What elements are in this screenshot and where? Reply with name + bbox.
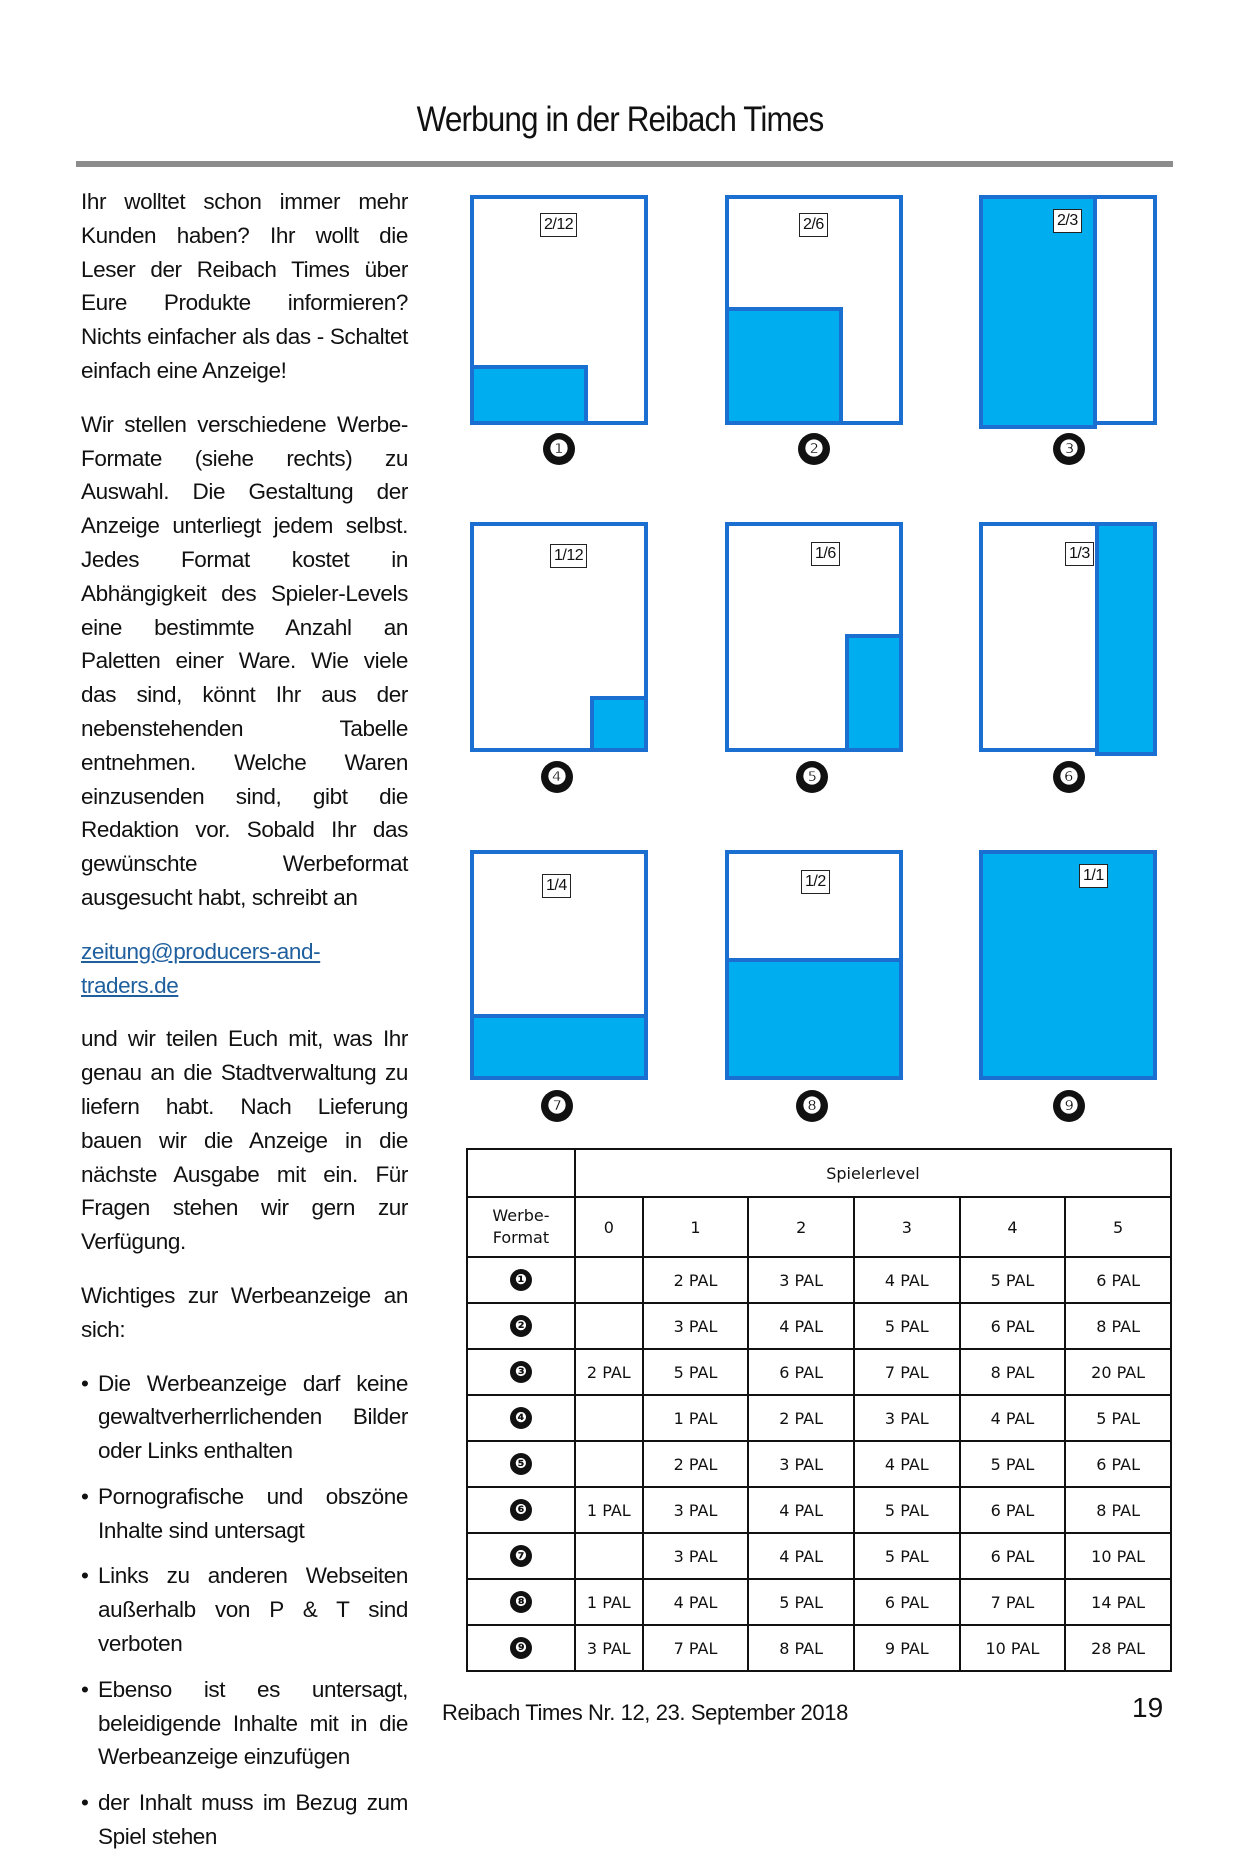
format-number: ❻	[1053, 761, 1085, 793]
price-cell: 3 PAL	[854, 1395, 960, 1441]
format-number: ❸	[510, 1361, 532, 1383]
price-cell: 20 PAL	[1065, 1349, 1171, 1395]
price-cell: 8 PAL	[1065, 1303, 1171, 1349]
rule-item: • Ebenso ist es untersagt, beleidigende Inhalte mit in die Werbeanzeige einzufügen	[81, 1673, 408, 1774]
price-cell: 4 PAL	[854, 1257, 960, 1303]
level-header: 0	[575, 1197, 643, 1257]
format-number: ❾	[510, 1637, 532, 1659]
format-number: ❻	[510, 1499, 532, 1521]
price-cell: 9 PAL	[854, 1625, 960, 1671]
format-panel-8	[725, 850, 903, 1080]
format-panel-9	[979, 850, 1157, 1080]
rule-item: • Die Werbeanzeige darf keine gewaltverherrlichenden Bilder oder Links enthalten	[81, 1367, 408, 1468]
ad-area	[470, 365, 588, 425]
price-cell: 2 PAL	[748, 1395, 854, 1441]
format-number: ❺	[796, 761, 828, 793]
format-label: 2/3	[1053, 209, 1082, 233]
price-cell: 5 PAL	[1065, 1395, 1171, 1441]
level-header: 4	[960, 1197, 1066, 1257]
format-column-header: Werbe-Format	[467, 1197, 575, 1257]
price-cell: 10 PAL	[1065, 1533, 1171, 1579]
price-cell: 6 PAL	[1065, 1257, 1171, 1303]
format-panel-4	[470, 522, 648, 752]
price-cell: 8 PAL	[960, 1349, 1066, 1395]
ad-area	[845, 634, 903, 752]
table-row	[467, 1579, 1171, 1625]
price-cell: 5 PAL	[748, 1579, 854, 1625]
price-cell: 5 PAL	[854, 1487, 960, 1533]
table-row	[467, 1303, 1171, 1349]
table-row	[467, 1349, 1171, 1395]
price-cell: 6 PAL	[960, 1303, 1066, 1349]
level-header: 3	[854, 1197, 960, 1257]
price-cell: 6 PAL	[960, 1533, 1066, 1579]
rules-heading: Wichtiges zur Werbeanzeige an sich:	[81, 1282, 408, 1342]
format-label: 1/6	[811, 542, 840, 566]
rules-list	[81, 1367, 408, 1854]
intro-column	[81, 185, 408, 1866]
price-cell: 8 PAL	[1065, 1487, 1171, 1533]
price-cell: 6 PAL	[1065, 1441, 1171, 1487]
ad-area	[1095, 522, 1157, 756]
price-cell: 5 PAL	[643, 1349, 749, 1395]
issue-footer: Reibach Times Nr. 12, 23. September 2018	[442, 1700, 848, 1725]
price-cell	[575, 1533, 643, 1579]
format-panel-6	[979, 522, 1157, 752]
price-cell: 14 PAL	[1065, 1579, 1171, 1625]
price-cell: 10 PAL	[960, 1625, 1066, 1671]
price-cell: 6 PAL	[854, 1579, 960, 1625]
price-cell: 3 PAL	[748, 1441, 854, 1487]
price-cell: 4 PAL	[748, 1303, 854, 1349]
format-panel-7	[470, 850, 648, 1080]
format-number: ❸	[1053, 433, 1085, 465]
price-cell: 5 PAL	[960, 1441, 1066, 1487]
price-cell: 3 PAL	[643, 1487, 749, 1533]
price-cell: 7 PAL	[643, 1625, 749, 1671]
table-row	[467, 1441, 1171, 1487]
format-panel-5	[725, 522, 903, 752]
intro-paragraph-3: und wir teilen Euch mit, was Ihr genau an die Stadtverwaltung zu liefern habt. Nach Lieferung bauen wir die Anzeige in die nächste Ausgabe mit ein. Für Fragen stehen wir gern zur Verfügung.	[81, 1026, 408, 1255]
format-number: ❶	[510, 1269, 532, 1291]
format-label: 2/12	[540, 213, 577, 237]
ad-area	[470, 1014, 648, 1080]
price-cell: 2 PAL	[643, 1441, 749, 1487]
price-cell: 6 PAL	[960, 1487, 1066, 1533]
price-cell: 3 PAL	[643, 1533, 749, 1579]
title-rule	[76, 161, 1173, 167]
price-cell	[575, 1441, 643, 1487]
format-number: ❼	[541, 1090, 573, 1122]
rule-item: • Pornografische und obszöne Inhalte sind untersagt	[81, 1480, 408, 1548]
price-table	[466, 1148, 1172, 1672]
price-cell: 4 PAL	[748, 1487, 854, 1533]
price-cell	[575, 1303, 643, 1349]
intro-paragraph-2: Wir stellen verschiedene Werbe-Formate (siehe rechts) zu Auswahl. Die Gestaltung der Anzeige unterliegt jedem selbst. Jedes Format kostet in Abhängigkeit des Spieler-Levels eine bestimmte Anzahl an Paletten einer Ware. Wie viele das sind, könnt Ihr aus der nebenstehenden Tabelle entnehmen. Welche Waren einzusenden sind, gibt die Redaktion vor. Sobald Ihr das gewünschte Werbeformat ausgesucht habt, schreibt an	[81, 411, 408, 910]
format-label: 1/2	[801, 870, 830, 894]
format-number: ❾	[1053, 1090, 1085, 1122]
price-cell: 4 PAL	[854, 1441, 960, 1487]
level-group-header: Spielerlevel	[575, 1149, 1171, 1197]
price-cell: 28 PAL	[1065, 1625, 1171, 1671]
rule-item: • der Inhalt muss im Bezug zum Spiel stehen	[81, 1786, 408, 1854]
format-number: ❹	[541, 761, 573, 793]
format-number: ❼	[510, 1545, 532, 1567]
email-link[interactable]: zeitung@producers-and-traders.de	[81, 938, 321, 998]
format-label: 1/1	[1079, 864, 1108, 888]
intro-paragraph-1: Ihr wolltet schon immer mehr Kunden haben? Ihr wollt die Leser der Reibach Times über Eure Produkte informieren? Nichts einfacher als das - Schaltet einfach eine Anzeige!	[81, 189, 408, 383]
ad-area	[725, 307, 843, 425]
empty-corner-cell	[467, 1149, 575, 1197]
price-cell: 2 PAL	[575, 1349, 643, 1395]
format-panel-1	[470, 195, 648, 425]
ad-area	[725, 958, 903, 1080]
price-cell: 4 PAL	[960, 1395, 1066, 1441]
format-number: ❽	[510, 1591, 532, 1613]
price-cell	[575, 1257, 643, 1303]
format-number: ❽	[796, 1090, 828, 1122]
rule-item: • Links zu anderen Webseiten außerhalb von P & T sind verboten	[81, 1559, 408, 1660]
price-cell: 5 PAL	[854, 1303, 960, 1349]
level-header: 1	[643, 1197, 749, 1257]
price-cell	[575, 1395, 643, 1441]
table-row	[467, 1625, 1171, 1671]
price-cell: 4 PAL	[643, 1579, 749, 1625]
format-label: 1/12	[550, 544, 587, 568]
page-title: Werbung in der Reibach Times	[416, 100, 824, 139]
table-row	[467, 1533, 1171, 1579]
price-cell: 7 PAL	[960, 1579, 1066, 1625]
page-number: 19	[1132, 1692, 1164, 1723]
price-cell: 3 PAL	[575, 1625, 643, 1671]
price-cell: 3 PAL	[643, 1303, 749, 1349]
price-cell: 2 PAL	[643, 1257, 749, 1303]
format-number: ❺	[510, 1453, 532, 1475]
format-panel-3	[979, 195, 1157, 425]
ad-area	[590, 696, 648, 752]
format-number: ❷	[510, 1315, 532, 1337]
price-cell: 6 PAL	[748, 1349, 854, 1395]
price-cell: 5 PAL	[854, 1533, 960, 1579]
price-cell: 4 PAL	[748, 1533, 854, 1579]
price-cell: 7 PAL	[854, 1349, 960, 1395]
format-label: 1/4	[542, 874, 571, 898]
price-cell: 8 PAL	[748, 1625, 854, 1671]
price-cell: 5 PAL	[960, 1257, 1066, 1303]
format-label: 2/6	[799, 213, 828, 237]
price-cell: 1 PAL	[575, 1579, 643, 1625]
level-header: 2	[748, 1197, 854, 1257]
format-number: ❶	[543, 433, 575, 465]
format-number: ❹	[510, 1407, 532, 1429]
price-cell: 3 PAL	[748, 1257, 854, 1303]
format-number: ❷	[798, 433, 830, 465]
price-cell: 1 PAL	[575, 1487, 643, 1533]
format-panel-2	[725, 195, 903, 425]
table-row	[467, 1487, 1171, 1533]
format-label: 1/3	[1065, 542, 1094, 566]
level-header: 5	[1065, 1197, 1171, 1257]
table-row	[467, 1395, 1171, 1441]
price-cell: 1 PAL	[643, 1395, 749, 1441]
table-row	[467, 1257, 1171, 1303]
